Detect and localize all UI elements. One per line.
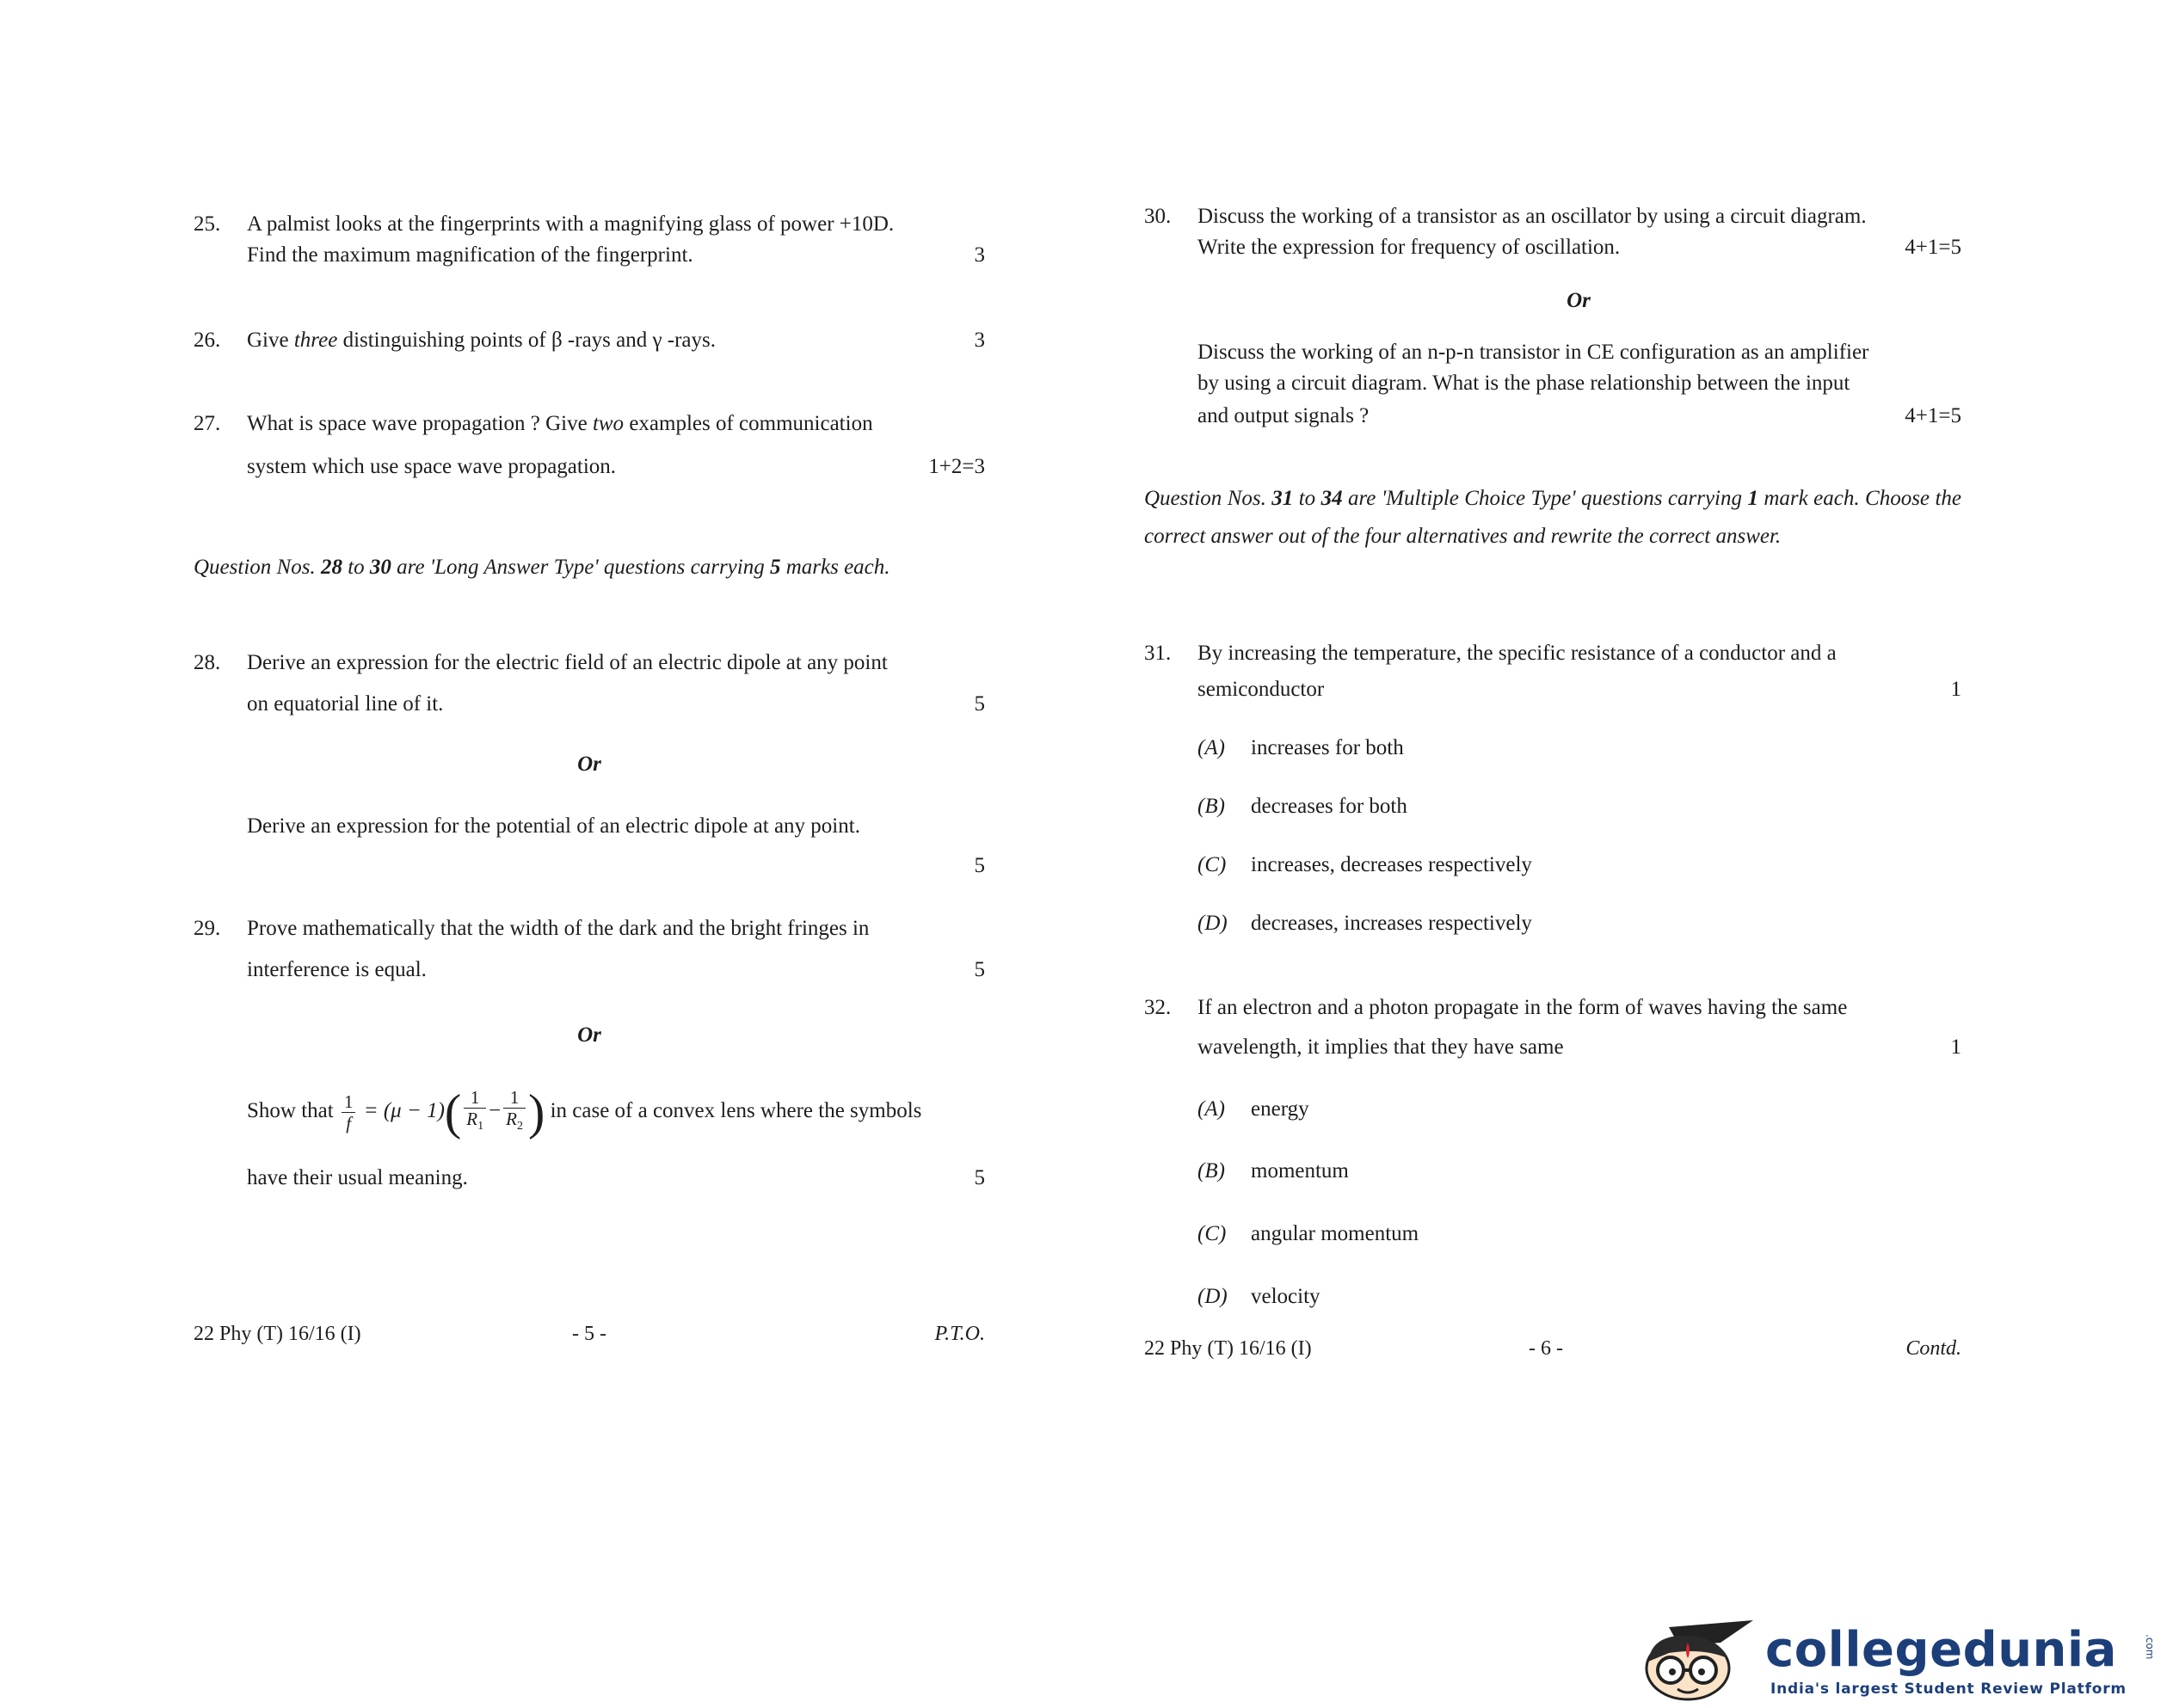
question-number: 27. bbox=[194, 412, 221, 435]
collegedunia-logo bbox=[1617, 1617, 2168, 1703]
fraction-1-over-f: $\frac{1}{f}$ bbox=[342, 1091, 356, 1134]
question-number: 28. bbox=[194, 651, 221, 674]
question-number: 26. bbox=[194, 329, 221, 352]
marks: 5 bbox=[974, 958, 985, 981]
marks: 5 bbox=[974, 1166, 985, 1189]
question-text: Give three distinguishing points of β -rays and γ -rays. bbox=[247, 329, 717, 352]
alternative-question-text: by using a circuit diagram. What is the phase relationship between the input bbox=[1197, 372, 1850, 395]
section-instruction: Question Nos. 28 to 30 are 'Long Answer Type' questions carrying 5 marks each. bbox=[194, 556, 890, 579]
question-text: interference is equal. bbox=[247, 958, 427, 981]
option-c: (C) increases, decreases respectively bbox=[1197, 853, 1532, 876]
question-text: Derive an expression for the electric field of an electric dipole at any point bbox=[247, 651, 888, 674]
alternative-question-text: have their usual meaning. bbox=[247, 1166, 468, 1189]
question-text: Find the maximum magnification of the fingerprint. bbox=[247, 243, 693, 267]
question-number: 29. bbox=[194, 917, 221, 940]
question-text: Write the expression for frequency of oscillation. bbox=[1197, 236, 1621, 259]
marks: 3 bbox=[974, 243, 985, 267]
question-number: 30. bbox=[1144, 205, 1172, 228]
or-separator: Or bbox=[1567, 289, 1591, 312]
question-text: wavelength, it implies that they have same bbox=[1197, 1035, 1564, 1059]
footer-note: P.T.O. bbox=[934, 1323, 985, 1345]
option-b: (B) decreases for both bbox=[1197, 795, 1407, 818]
mascot-icon bbox=[1617, 1617, 1764, 1703]
question-text: What is space wave propagation ? Give two examples of communication bbox=[247, 412, 873, 435]
question-text: By increasing the temperature, the specific resistance of a conductor and a bbox=[1197, 642, 1837, 665]
question-text: If an electron and a photon propagate in the form of waves having the same bbox=[1197, 996, 1848, 1019]
question-text: Discuss the working of a transistor as an oscillator by using a circuit diagram. bbox=[1197, 205, 1867, 228]
question-number: 31. bbox=[1144, 642, 1172, 665]
alternative-question-text: and output signals ? bbox=[1197, 404, 1370, 427]
page-number: - 5 - bbox=[572, 1323, 606, 1345]
section-instruction: Question Nos. 31 to 34 are 'Multiple Choice Type' questions carrying 1 mark each. Choose the correct answer out of the four alternatives and rewrite the correct answer. bbox=[1144, 487, 1961, 548]
marks: 1+2=3 bbox=[928, 455, 985, 478]
question-text: semiconductor bbox=[1197, 678, 1325, 701]
or-separator: Or bbox=[577, 1023, 601, 1047]
fraction-1-over-r2: $\frac{1}{R_2}$ bbox=[503, 1087, 526, 1137]
logo-domain: .com bbox=[2144, 1634, 2156, 1660]
alternative-question-text: Discuss the working of an n-p-n transistor in CE configuration as an amplifier bbox=[1197, 341, 1869, 364]
footer-note: Contd. bbox=[1905, 1337, 1961, 1360]
option-d: (D) decreases, increases respectively bbox=[1197, 912, 1532, 935]
question-text: Prove mathematically that the width of the dark and the bright fringes in bbox=[247, 917, 870, 940]
option-c: (C) angular momentum bbox=[1197, 1222, 1419, 1245]
question-number: 32. bbox=[1144, 996, 1172, 1019]
question-text: system which use space wave propagation. bbox=[247, 455, 617, 478]
option-d: (D) velocity bbox=[1197, 1285, 1320, 1308]
marks: 5 bbox=[974, 854, 985, 877]
marks: 3 bbox=[974, 329, 985, 352]
marks: 5 bbox=[974, 692, 985, 716]
marks: 4+1=5 bbox=[1905, 404, 1961, 427]
marks: 1 bbox=[1950, 678, 1961, 701]
paper-code: 22 Phy (T) 16/16 (I) bbox=[194, 1323, 361, 1345]
marks: 4+1=5 bbox=[1905, 236, 1961, 259]
or-separator: Or bbox=[577, 753, 601, 776]
option-a: (A) energy bbox=[1197, 1097, 1309, 1121]
option-a: (A) increases for both bbox=[1197, 736, 1404, 759]
lens-maker-formula-line: Show that $\frac{1}{f}$ = (μ − 1)( $\frac{1}{R_1}$ − $\frac{1}{R_2}$ ) in case of a convex lens where the symbols bbox=[247, 1084, 922, 1140]
question-text: on equatorial line of it. bbox=[247, 692, 444, 716]
page-number: - 6 - bbox=[1529, 1337, 1563, 1360]
question-text: A palmist looks at the fingerprints with a magnifying glass of power +10D. bbox=[247, 212, 895, 236]
logo-wordmark: collegedunia bbox=[1765, 1622, 2117, 1678]
logo-tagline: India's largest Student Review Platform bbox=[1770, 1680, 2127, 1698]
paper-code: 22 Phy (T) 16/16 (I) bbox=[1144, 1337, 1312, 1360]
question-number: 25. bbox=[194, 212, 221, 236]
fraction-1-over-r1: $\frac{1}{R_1}$ bbox=[464, 1087, 486, 1137]
alternative-question-text: Derive an expression for the potential of an electric dipole at any point. bbox=[247, 814, 860, 838]
option-b: (B) momentum bbox=[1197, 1159, 1349, 1183]
marks: 1 bbox=[1950, 1035, 1961, 1059]
